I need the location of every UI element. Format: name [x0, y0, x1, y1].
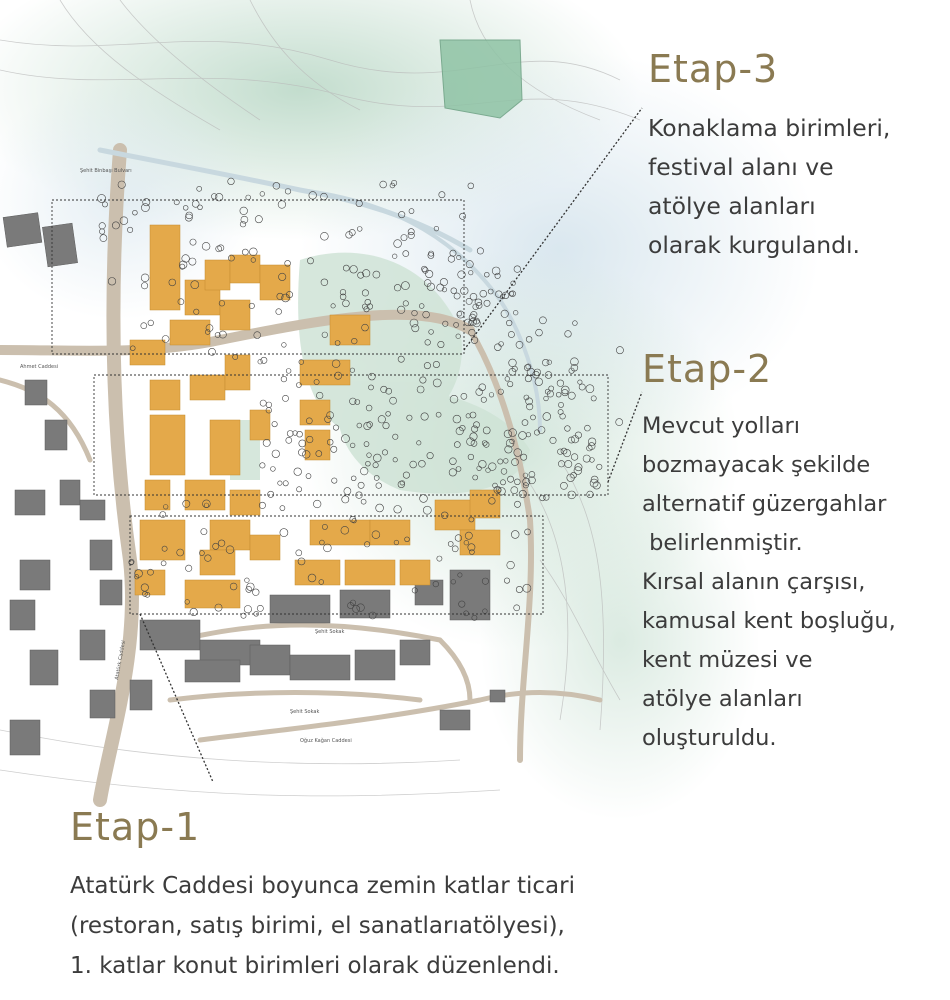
- tree-symbol: [161, 561, 166, 566]
- tree-symbol: [271, 467, 276, 472]
- tree-symbol: [266, 402, 272, 408]
- phase-2-line: alternatif güzergahlar: [642, 491, 887, 517]
- phase-2-line: atölye alanları: [642, 686, 803, 712]
- tree-symbol: [141, 323, 147, 329]
- phase-2-line: Kırsal alanın çarşısı,: [642, 569, 866, 595]
- tree-symbol: [296, 550, 302, 556]
- phase-1-line: Atatürk Caddesi boyunca zemin katlar ticari: [70, 873, 575, 899]
- street-label: Şehit Binbaşı Bulvarı: [80, 168, 132, 174]
- tree-symbol: [263, 439, 270, 446]
- tree-symbol: [287, 431, 293, 437]
- tree-symbol: [281, 376, 287, 382]
- phase-2-description: [642, 407, 896, 758]
- tree-symbol: [268, 491, 274, 497]
- tree-symbol: [249, 248, 257, 256]
- tree-symbol: [186, 565, 192, 571]
- tree-symbol: [272, 421, 277, 426]
- street-label: Oğuz Kağan Caddesi: [300, 738, 352, 744]
- tree-symbol: [162, 336, 169, 343]
- phase-3-title: Etap-3: [648, 47, 779, 91]
- phase-2-line: oluşturuldu.: [642, 725, 777, 751]
- phase-2-line: kamusal kent boşluğu,: [642, 608, 896, 634]
- phase-3-line: olarak kurgulandı.: [648, 231, 861, 259]
- tree-symbol: [257, 605, 263, 611]
- tree-symbol: [286, 437, 292, 443]
- tree-symbol: [245, 578, 250, 583]
- street-label: Şehit Sokak: [315, 629, 345, 635]
- tree-symbol: [294, 468, 302, 476]
- phase-2-line: Mevcut yolları: [642, 413, 801, 439]
- tree-symbol: [190, 608, 197, 615]
- tree-symbol: [276, 309, 282, 315]
- tree-symbol: [253, 589, 260, 596]
- tree-symbol: [280, 529, 288, 537]
- tree-symbol: [286, 369, 291, 374]
- pond: [440, 40, 522, 118]
- phase-2-line: bozmayacak şekilde: [642, 452, 871, 478]
- phase-1-line: (restoran, satış birimi, el sanatlarıatölyesi),: [70, 913, 565, 939]
- tree-symbol: [244, 606, 251, 613]
- tree-symbol: [148, 320, 154, 326]
- tree-symbol: [272, 450, 280, 458]
- phase-1-title: Etap-1: [70, 805, 201, 849]
- phase-3-line: Konaklama birimleri,: [648, 114, 891, 142]
- tree-symbol: [283, 481, 288, 486]
- phase-3-description: [648, 109, 890, 265]
- tree-symbol: [258, 359, 263, 364]
- tree-symbol: [260, 463, 265, 468]
- street-label: Şehit Sokak: [290, 709, 320, 715]
- street-label: Atatürk Caddesi: [114, 639, 127, 681]
- phase-2-title: Etap-2: [642, 347, 773, 391]
- tree-symbol: [201, 529, 207, 535]
- phase-3-line: atölye alanları: [648, 192, 816, 220]
- tree-symbol: [160, 512, 166, 518]
- tree-symbol: [260, 400, 266, 406]
- phase-2-line: belirlenmiştir.: [642, 530, 803, 556]
- street-label: Ahmet Caddesi: [20, 364, 59, 370]
- tree-symbol: [280, 506, 285, 511]
- tree-symbol: [282, 343, 287, 348]
- phase-1-line: 1. katlar konut birimleri olarak düzenlendi.: [70, 953, 560, 979]
- tree-symbol: [282, 395, 288, 401]
- tree-symbol: [278, 481, 282, 485]
- phase-2-line: kent müzesi ve: [642, 647, 813, 673]
- phase-1-description: [70, 866, 575, 986]
- phase-3-line: festival alanı ve: [648, 153, 834, 181]
- tree-symbol: [297, 487, 302, 492]
